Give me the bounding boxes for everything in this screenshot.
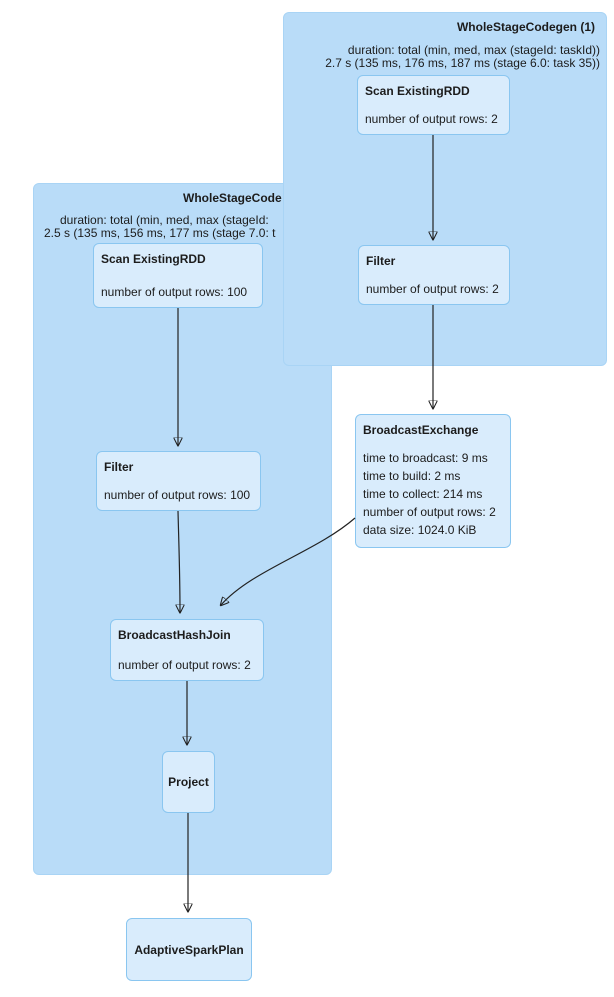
metric-time-to-collect: time to collect: 214 ms <box>363 487 483 501</box>
cluster-duration-line1: duration: total (min, med, max (stageId: taskId)) <box>347 43 600 57</box>
node-title: Project <box>168 775 209 789</box>
metric-output-rows: number of output rows: 100 <box>104 488 251 502</box>
node-broadcasthashjoin[interactable] <box>110 619 264 681</box>
node-title: Filter <box>104 460 134 474</box>
metric-output-rows: number of output rows: 2 <box>365 112 498 126</box>
node-title: BroadcastHashJoin <box>118 628 231 642</box>
node-filter-2[interactable] <box>96 451 261 511</box>
cluster-title: WholeStageCode <box>183 191 282 205</box>
node-title: AdaptiveSparkPlan <box>134 942 244 957</box>
cluster-duration-line2: 2.5 s (135 ms, 156 ms, 177 ms (stage 7.0: t <box>44 226 276 240</box>
metric-time-to-build: time to build: 2 ms <box>363 469 461 483</box>
metric-output-rows: number of output rows: 2 <box>363 505 496 519</box>
node-title: BroadcastExchange <box>363 423 479 437</box>
node-title: Scan ExistingRDD <box>365 84 470 98</box>
node-scan-existingrdd-1[interactable] <box>357 75 510 135</box>
cluster-title: WholeStageCodegen (1) <box>456 20 595 34</box>
node-title: Filter <box>366 254 396 268</box>
node-filter-1[interactable] <box>358 245 510 305</box>
node-title: Scan ExistingRDD <box>101 252 206 266</box>
cluster-duration <box>325 44 600 70</box>
cluster-duration-line2: 2.7 s (135 ms, 176 ms, 187 ms (stage 6.0: task 35)) <box>325 56 600 70</box>
node-metrics <box>363 449 503 539</box>
metric-data-size: data size: 1024.0 KiB <box>363 523 477 537</box>
metric-output-rows: number of output rows: 2 <box>366 282 499 296</box>
metric-output-rows: number of output rows: 2 <box>118 658 251 672</box>
node-broadcastexchange[interactable] <box>355 414 511 548</box>
node-scan-existingrdd-2[interactable] <box>93 243 263 308</box>
metric-time-to-broadcast: time to broadcast: 9 ms <box>363 451 488 465</box>
metric-output-rows: number of output rows: 100 <box>101 285 248 299</box>
node-project[interactable] <box>162 751 215 813</box>
cluster-wholestagecodegen-1 <box>283 12 607 366</box>
cluster-duration-line1: duration: total (min, med, max (stageId: <box>60 213 269 227</box>
node-adaptivesparkplan[interactable] <box>126 918 252 981</box>
